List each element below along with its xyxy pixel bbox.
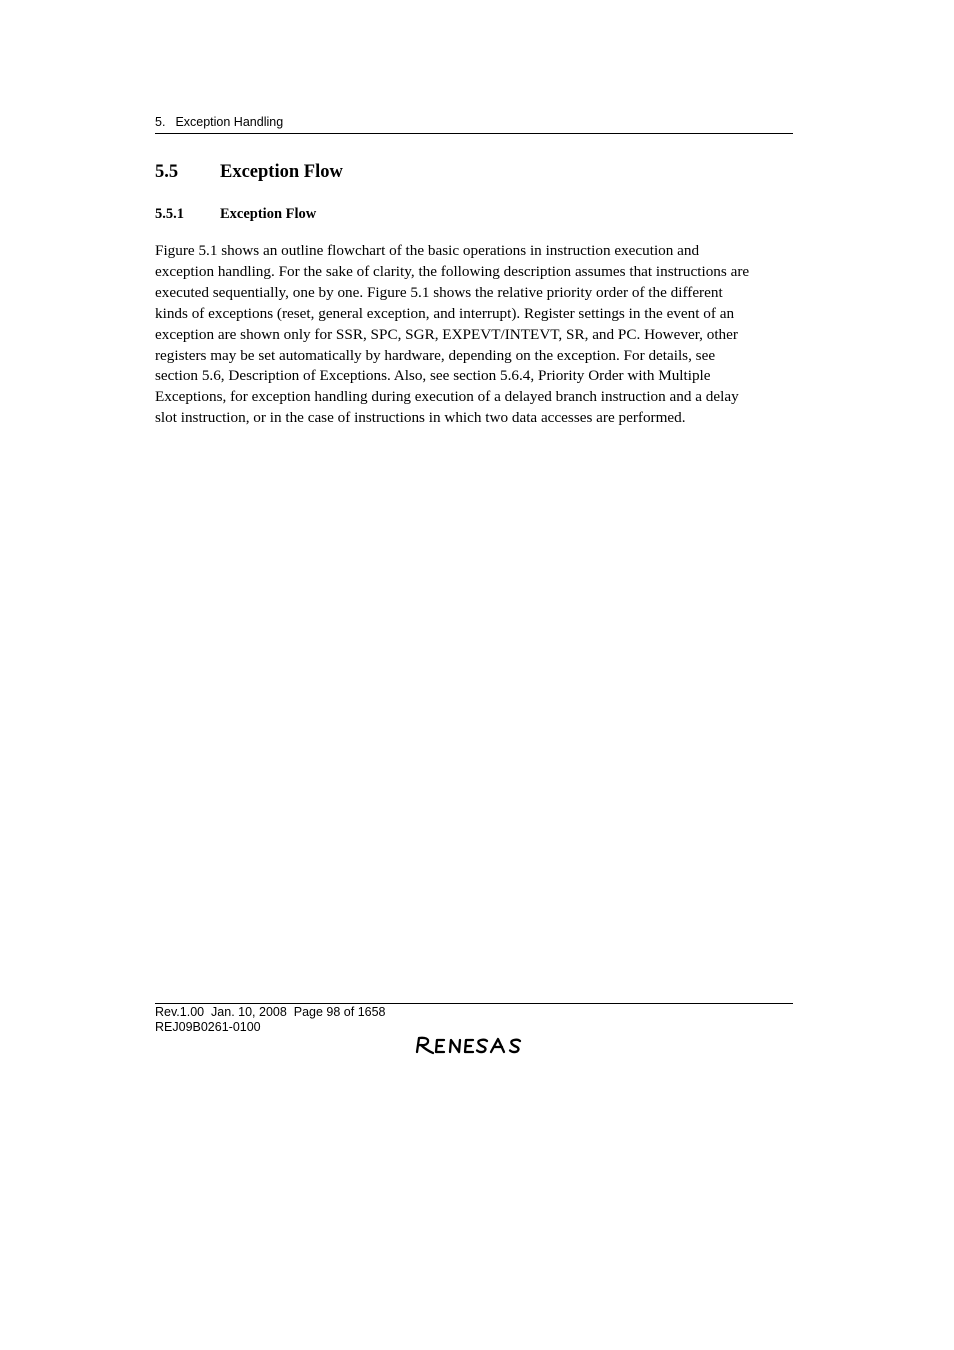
running-header xyxy=(155,115,793,134)
paragraph-line: Figure 5.1 shows an outline flowchart of the basic operations in instruction execution and xyxy=(155,242,700,259)
paragraph-line: kinds of exceptions (reset, general exception, and interrupt). Register settings in the event of an xyxy=(155,304,735,322)
section-number: 5.5 xyxy=(155,162,179,182)
chapter-title: Exception Handling xyxy=(175,115,284,129)
paragraph-line: exception handling. For the sake of clarity, the following description assumes that instructions are xyxy=(155,262,750,280)
body-paragraph xyxy=(155,241,795,429)
paragraph-line: registers may be set automatically by hardware, depending on the exception. For details, see xyxy=(155,346,716,364)
paragraph-line: executed sequentially, one by one. Figure 5.1 shows the relative priority order of the different xyxy=(155,283,723,301)
subsection-title: Exception Flow xyxy=(220,206,317,222)
subsection-number: 5.5.1 xyxy=(155,206,184,222)
footer-divider xyxy=(155,1003,793,1004)
paragraph-line: slot instruction, or in the case of instructions in which two data accesses are performed. xyxy=(155,409,686,427)
section-title: Exception Flow xyxy=(220,162,343,182)
paragraph-line: Exceptions, for exception handling during execution of a delayed branch instruction and a delay xyxy=(155,388,739,406)
paragraph-line: section 5.6, Description of Exceptions. Also, see section 5.6.4, Priority Order with Multiple xyxy=(155,367,711,385)
renesas-logo xyxy=(413,1034,533,1056)
paragraph-line: exception are shown only for SSR, SPC, SGR, EXPEVT/INTEVT, SR, and PC. However, other xyxy=(155,325,738,343)
chapter-number: 5. xyxy=(155,115,166,129)
footer-revision: Rev.1.00 Jan. 10, 2008 Page 98 of 1658 xyxy=(155,1005,386,1019)
footer-document-id: REJ09B0261-0100 xyxy=(155,1020,261,1034)
section-heading xyxy=(155,162,343,183)
subsection-heading xyxy=(155,206,316,223)
